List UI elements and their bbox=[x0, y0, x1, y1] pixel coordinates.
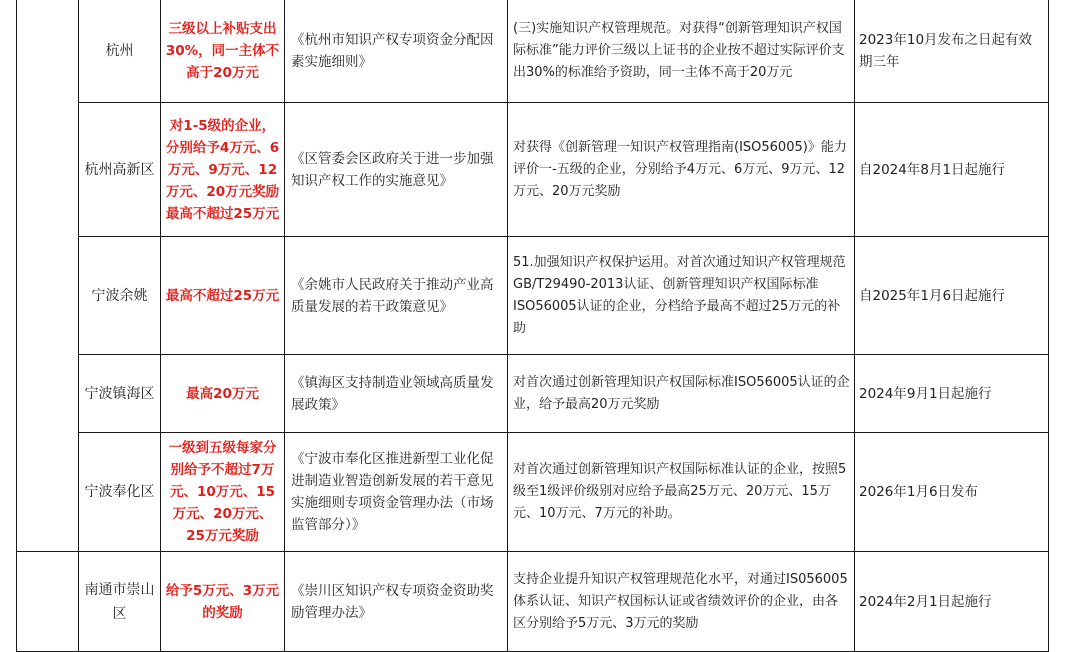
effective-date-cell: 2023年10月发布之日起有效期三年 bbox=[855, 0, 1049, 103]
subsidy-cell: 给予5万元、3万元的奖励 bbox=[161, 552, 285, 652]
effective-date-cell: 自2024年8月1日起施行 bbox=[855, 103, 1049, 237]
policy-cell: 《宁波市奉化区推进新型工业化促进制造业智造创新发展的若干意见实施细则专项资金管理办法（市场监管部分）》 bbox=[285, 433, 508, 552]
region-cell: 杭州高新区 bbox=[79, 103, 161, 237]
region-cell: 宁波余姚 bbox=[79, 237, 161, 355]
subsidy-cell: 最高不超过25万元 bbox=[161, 237, 285, 355]
content-cell: (三)实施知识产权管理规范。对获得“创新管理知识产权国际标准”能力评价三级以上证书的企业按不超过实际评价支出30%的标准给予资助，同一主体不高于20万元 bbox=[508, 0, 855, 103]
province-cell bbox=[17, 552, 79, 652]
effective-date-cell: 2024年2月1日起施行 bbox=[855, 552, 1049, 652]
subsidy-cell: 最高20万元 bbox=[161, 355, 285, 433]
region-cell: 南通市崇山区 bbox=[79, 552, 161, 652]
effective-date-cell: 2026年1月6日发布 bbox=[855, 433, 1049, 552]
content-cell: 对首次通过创新管理知识产权国际标准ISO56005认证的企业，给予最高20万元奖励 bbox=[508, 355, 855, 433]
effective-date-cell: 自2025年1月6日起施行 bbox=[855, 237, 1049, 355]
policy-cell: 《镇海区支持制造业领域高质量发展政策》 bbox=[285, 355, 508, 433]
policy-cell: 《杭州市知识产权专项资金分配因素实施细则》 bbox=[285, 0, 508, 103]
table-row bbox=[17, 0, 1049, 103]
policy-table bbox=[16, 0, 1049, 652]
table-row bbox=[17, 355, 1049, 433]
policy-cell: 《崇川区知识产权专项资金资助奖励管理办法》 bbox=[285, 552, 508, 652]
content-cell: 对首次通过创新管理知识产权国际标准认证的企业，按照5级至1级评价级别对应给予最高25万元、20万元、15万元、10万元、7万元的补助。 bbox=[508, 433, 855, 552]
table-row bbox=[17, 433, 1049, 552]
region-cell: 宁波奉化区 bbox=[79, 433, 161, 552]
region-cell: 杭州 bbox=[79, 0, 161, 103]
region-cell: 宁波镇海区 bbox=[79, 355, 161, 433]
effective-date-cell: 2024年9月1日起施行 bbox=[855, 355, 1049, 433]
province-cell bbox=[17, 0, 79, 552]
policy-cell: 《余姚市人民政府关于推动产业高质量发展的若干政策意见》 bbox=[285, 237, 508, 355]
table-row bbox=[17, 237, 1049, 355]
table-row bbox=[17, 103, 1049, 237]
content-cell: 对获得《创新管理一知识产权管理指南(ISO56005)》能力评价一-五级的企业，分别给予4万元、6万元、9万元、12万元、20万元奖励 bbox=[508, 103, 855, 237]
policy-cell: 《区管委会区政府关于进一步加强知识产权工作的实施意见》 bbox=[285, 103, 508, 237]
content-cell: 51.加强知识产权保护运用。对首次通过知识产权管理规范GB/T29490-2013认证、创新管理知识产权国际标准ISO56005认证的企业，分档给予最高不超过25万元的补助 bbox=[508, 237, 855, 355]
subsidy-cell: 对1-5级的企业，分别给予4万元、6万元、9万元、12万元、20万元奖励最高不超过25万元 bbox=[161, 103, 285, 237]
content-cell: 支持企业提升知识产权管理规范化水平，对通过IS056005体系认证、知识产权国标认证或省绩效评价的企业，由各区分别给予5万元、3万元的奖励 bbox=[508, 552, 855, 652]
table-row bbox=[17, 552, 1049, 652]
subsidy-cell: 三级以上补贴支出30%，同一主体不高于20万元 bbox=[161, 0, 285, 103]
subsidy-cell: 一级到五级每家分别给予不超过7万元、10万元、15万元、20万元、25万元奖励 bbox=[161, 433, 285, 552]
